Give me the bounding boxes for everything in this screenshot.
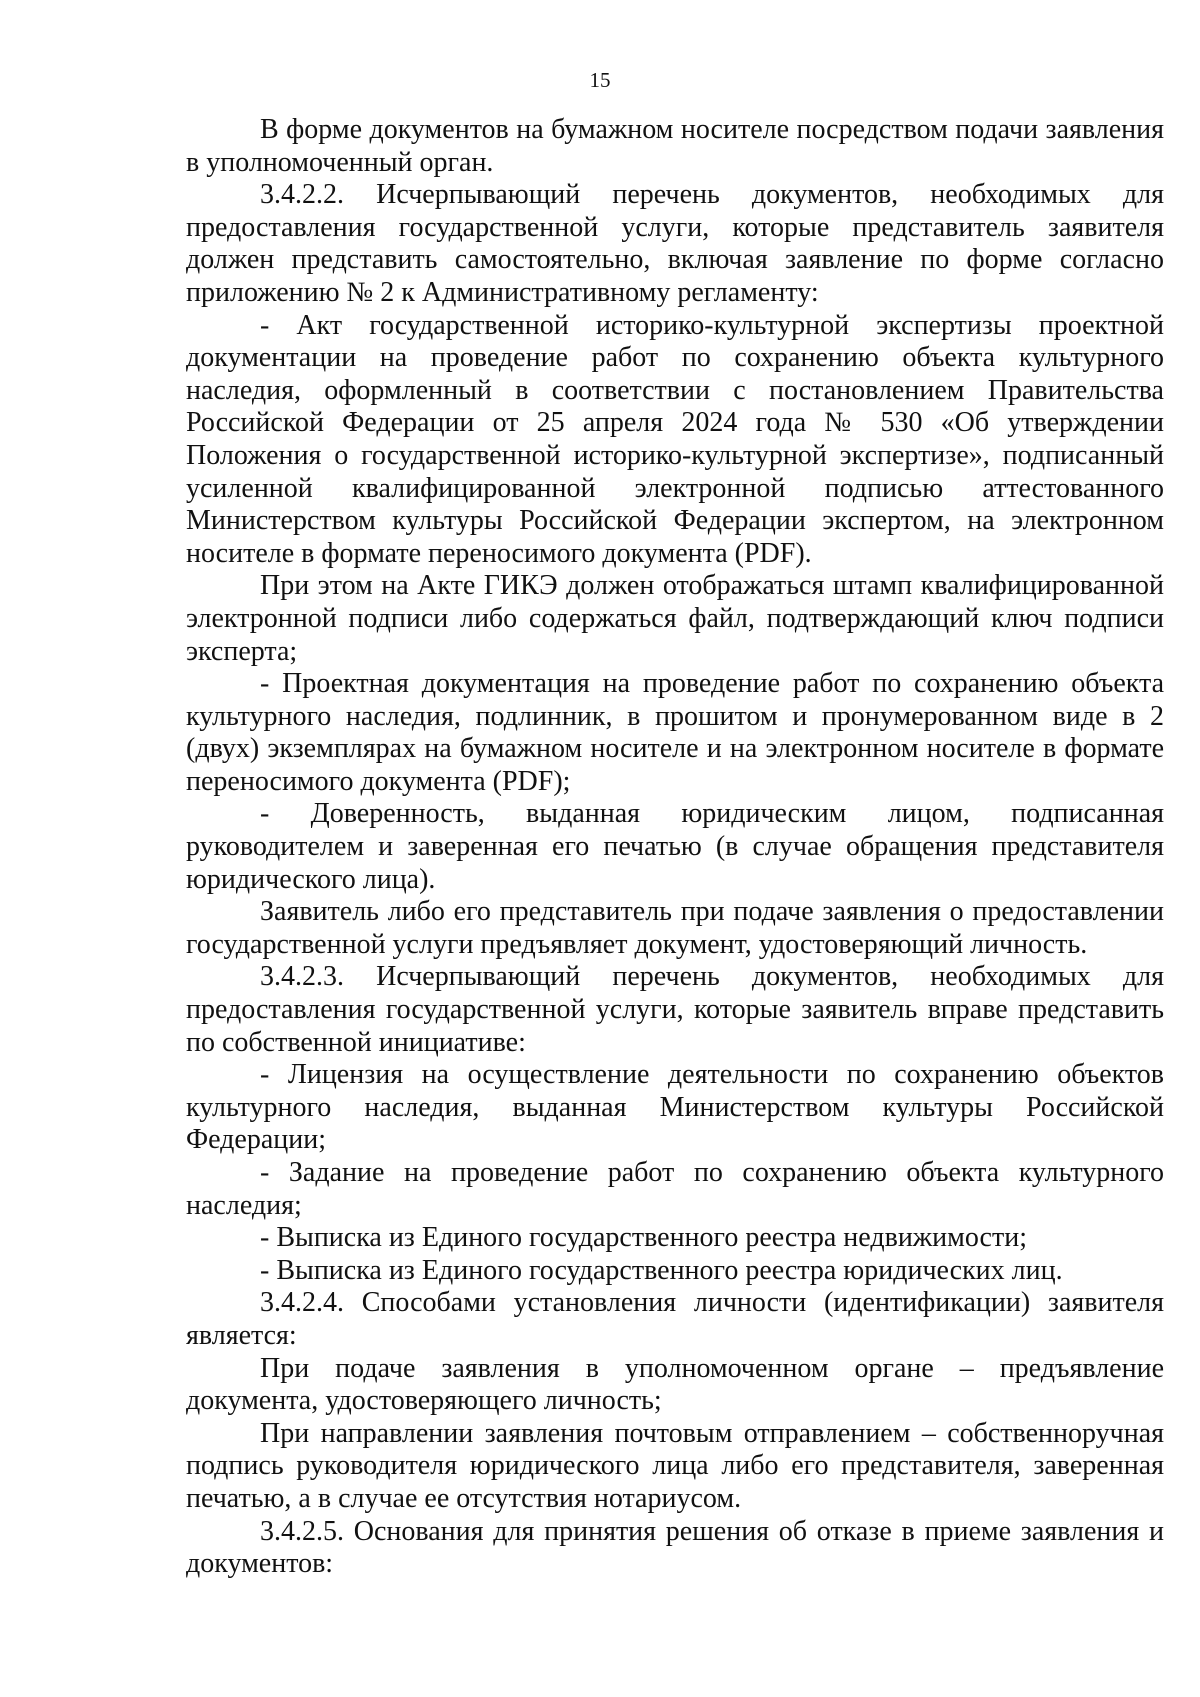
list-item-assignment: - Задание на проведение работ по сохранению объекта культурного наследия; (186, 1157, 1164, 1221)
list-item-license: - Лицензия на осуществление деятельности по сохранению объектов культурного наследия, выданная Министерством культуры Российской Федерации; (186, 1059, 1164, 1156)
paragraph-section-3-4-2-3: 3.4.2.3. Исчерпывающий перечень документов, необходимых для предоставления государственной услуги, которые заявитель вправе представить по собственной инициативе: (186, 961, 1164, 1058)
paragraph-postal-submission: При направлении заявления почтовым отправлением – собственноручная подпись руководителя юридического лица либо его представителя, заверенная печатью, а в случае ее отсутствия нотариусом. (186, 1417, 1164, 1514)
paragraph-act-stamp: При этом на Акте ГИКЭ должен отображаться штамп квалифицированной электронной подписи либо содержаться файл, подтверждающий ключ подписи эксперта; (186, 570, 1164, 667)
list-item-real-estate-extract: - Выписка из Единого государственного реестра недвижимости; (260, 1222, 1027, 1254)
list-item-power-of-attorney: - Доверенность, выданная юридическим лицом, подписанная руководителем и заверенная его печатью (в случае обращения представителя юридического лица). (186, 798, 1164, 895)
list-item-legal-entities-extract: - Выписка из Единого государственного реестра юридических лиц. (260, 1254, 1063, 1286)
paragraph-paper-form: В форме документов на бумажном носителе посредством подачи заявления в уполномоченный орган. (186, 114, 1164, 178)
list-item-act-gike: - Акт государственной историко-культурной экспертизы проектной документации на проведение работ по сохранению объекта культурного наследия, оформленный в соответствии с постановлением Правительства Российской Федерации от 25 апреля 2024 года № 530 «Об утверждении Положения о государственной историко-культурной экспертизе», подписанный усиленной квалифицированной электронной подписью аттестованного Министерством культуры Российской Федерации экспертом, на электронном носителе в формате переносимого документа (PDF). (186, 309, 1164, 569)
page-number: 15 (589, 68, 611, 92)
paragraph-identity-document: Заявитель либо его представитель при подаче заявления о предоставлении государственной услуги предъявляет документ, удостоверяющий личность. (186, 896, 1164, 960)
list-item-project-documentation: - Проектная документация на проведение работ по сохранению объекта культурного наследия, подлинник, в прошитом и пронумерованном виде в 2 (двух) экземплярах на бумажном носителе и на электронном носителе в формате переносимого документа (PDF); (186, 668, 1164, 797)
paragraph-section-3-4-2-5: 3.4.2.5. Основания для принятия решения об отказе в приеме заявления и документов: (186, 1515, 1164, 1580)
paragraph-in-person-submission: При подаче заявления в уполномоченном органе – предъявление документа, удостоверяющего личность; (186, 1352, 1164, 1417)
document-body (186, 114, 1164, 1581)
paragraph-section-3-4-2-4: 3.4.2.4. Способами установления личности (идентификации) заявителя является: (186, 1287, 1164, 1351)
paragraph-section-3-4-2-2: 3.4.2.2. Исчерпывающий перечень документов, необходимых для предоставления государственной услуги, которые представитель заявителя должен представить самостоятельно, включая заявление по форме согласно приложению № 2 к Административному регламенту: (186, 179, 1164, 308)
